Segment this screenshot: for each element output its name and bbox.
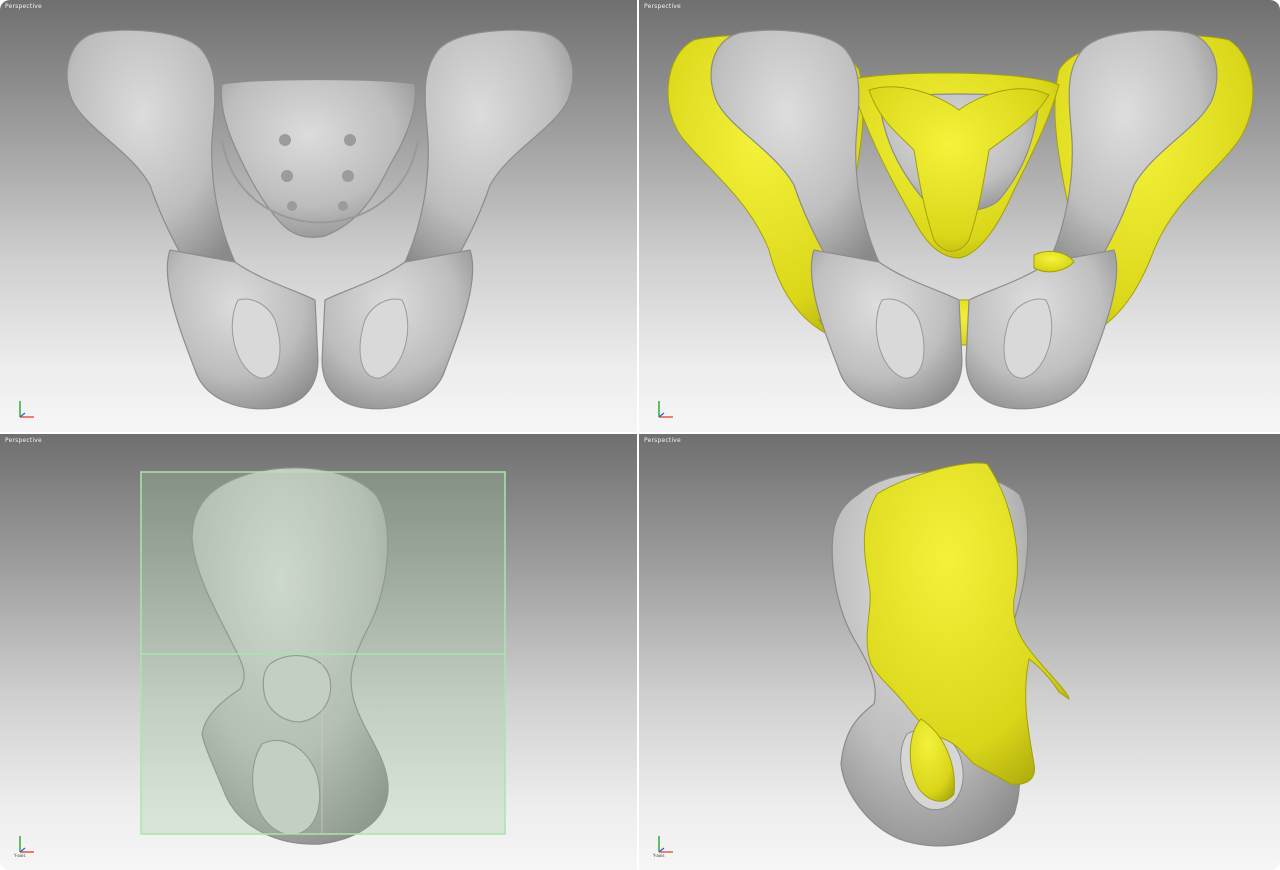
cutting-plane[interactable] — [141, 472, 505, 834]
hip-bone-model-grey[interactable] — [0, 434, 637, 870]
triad-label: Y-axis — [14, 853, 26, 858]
viewport-label: Perspective — [644, 437, 681, 444]
viewport-top-left[interactable] — [0, 0, 637, 432]
pelvis-model-overlay[interactable] — [639, 0, 1280, 432]
axis-triad-icon — [653, 397, 683, 421]
viewport-divider-horizontal[interactable] — [0, 432, 1280, 434]
viewport-top-right[interactable] — [639, 0, 1280, 432]
axis-triad-icon — [14, 397, 44, 421]
triad-label: Y-axis — [653, 853, 665, 858]
pelvis-model-grey[interactable] — [0, 0, 637, 432]
hip-bone-model-overlay[interactable] — [639, 434, 1280, 870]
axis-triad-icon — [14, 832, 44, 856]
viewport-divider-vertical[interactable] — [637, 0, 639, 870]
viewport-label: Perspective — [5, 437, 42, 444]
axis-triad-icon — [653, 832, 683, 856]
viewport-bottom-left[interactable] — [0, 434, 637, 870]
viewport-bottom-right[interactable] — [639, 434, 1280, 870]
viewport-label: Perspective — [5, 3, 42, 10]
viewport-label: Perspective — [644, 3, 681, 10]
